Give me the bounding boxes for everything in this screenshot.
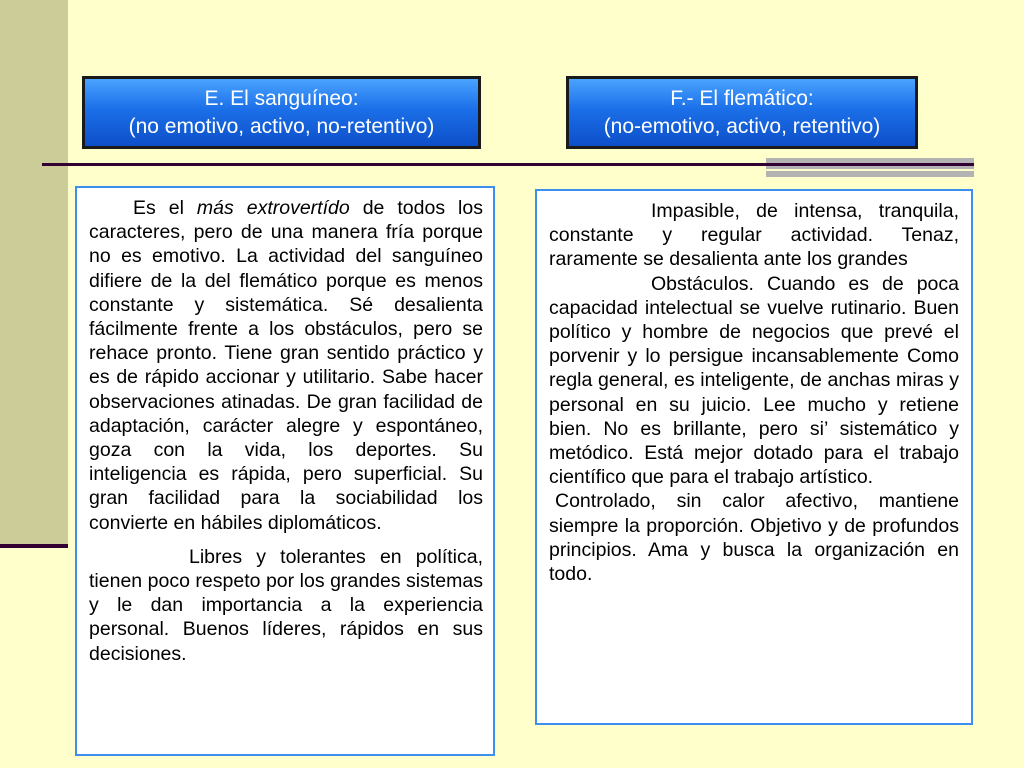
flematico-paragraph-1: Impasible, de intensa, tranquila, constante y regular actividad. Tenaz, raramente se desalienta ante los grandes xyxy=(549,200,959,271)
sanguineo-title: E. El sanguíneo: xyxy=(204,87,359,110)
flematico-title: F.- El flemático: xyxy=(670,87,814,110)
flematico-title-box xyxy=(566,76,918,149)
sanguineo-title-box xyxy=(82,76,481,149)
flematico-paragraph-2: Obstáculos. Cuando es de poca capacidad intelectual se vuelve rutinario. Buen político y hombre de negocios que prevé el porvenir y lo persigue incansablemente Como regla general, es inteligente, de anchas miras y personal en su juicio. Lee mucho y retiene bien. No es brillante, pero si’ sistemático y metódico. Está mejor dotado para el trabajo científico que para el trabajo artístico. xyxy=(549,272,959,489)
left-decorative-band xyxy=(0,0,68,548)
sanguineo-subtitle: (no emotivo, activo, no-retentivo) xyxy=(128,115,435,138)
sanguineo-text-box xyxy=(75,186,495,756)
left-band-rule xyxy=(0,544,68,548)
flematico-paragraph-3: Controlado, sin calor afectivo, mantiene siempre la proporción. Objetivo y de profundos principios. Ama y busca la organización en todo. xyxy=(549,490,959,586)
decorative-grey-bars xyxy=(766,158,974,177)
flematico-text-box xyxy=(535,189,973,725)
sanguineo-paragraph-1: Es el más extrovertído de todos los caracteres, pero de una manera fría porque no es emotivo. La actividad del sanguíneo difiere de la del flemático porque es menos constante y sistemática. Sé desalienta fácilmente frente a los obstáculos, pero se rehace pronto. Tiene gran sentido práctico y es de rápido accionar y utilitario. Sabe hacer observaciones atinadas. De gran facilidad de adaptación, carácter alegre y espontáneo, goza con la vida, los deportes. Su inteligencia es rápida, pero superficial. Su gran facilidad para la sociabilidad los convierte en hábiles diplomáticos. xyxy=(89,197,483,534)
sanguineo-paragraph-2: Libres y tolerantes en política, tienen poco respeto por los grandes sistemas y le dan importancia a la experiencia personal. Buenos líderes, rápidos en sus decisiones. xyxy=(89,545,483,665)
flematico-subtitle: (no-emotivo, activo, retentivo) xyxy=(603,115,881,138)
